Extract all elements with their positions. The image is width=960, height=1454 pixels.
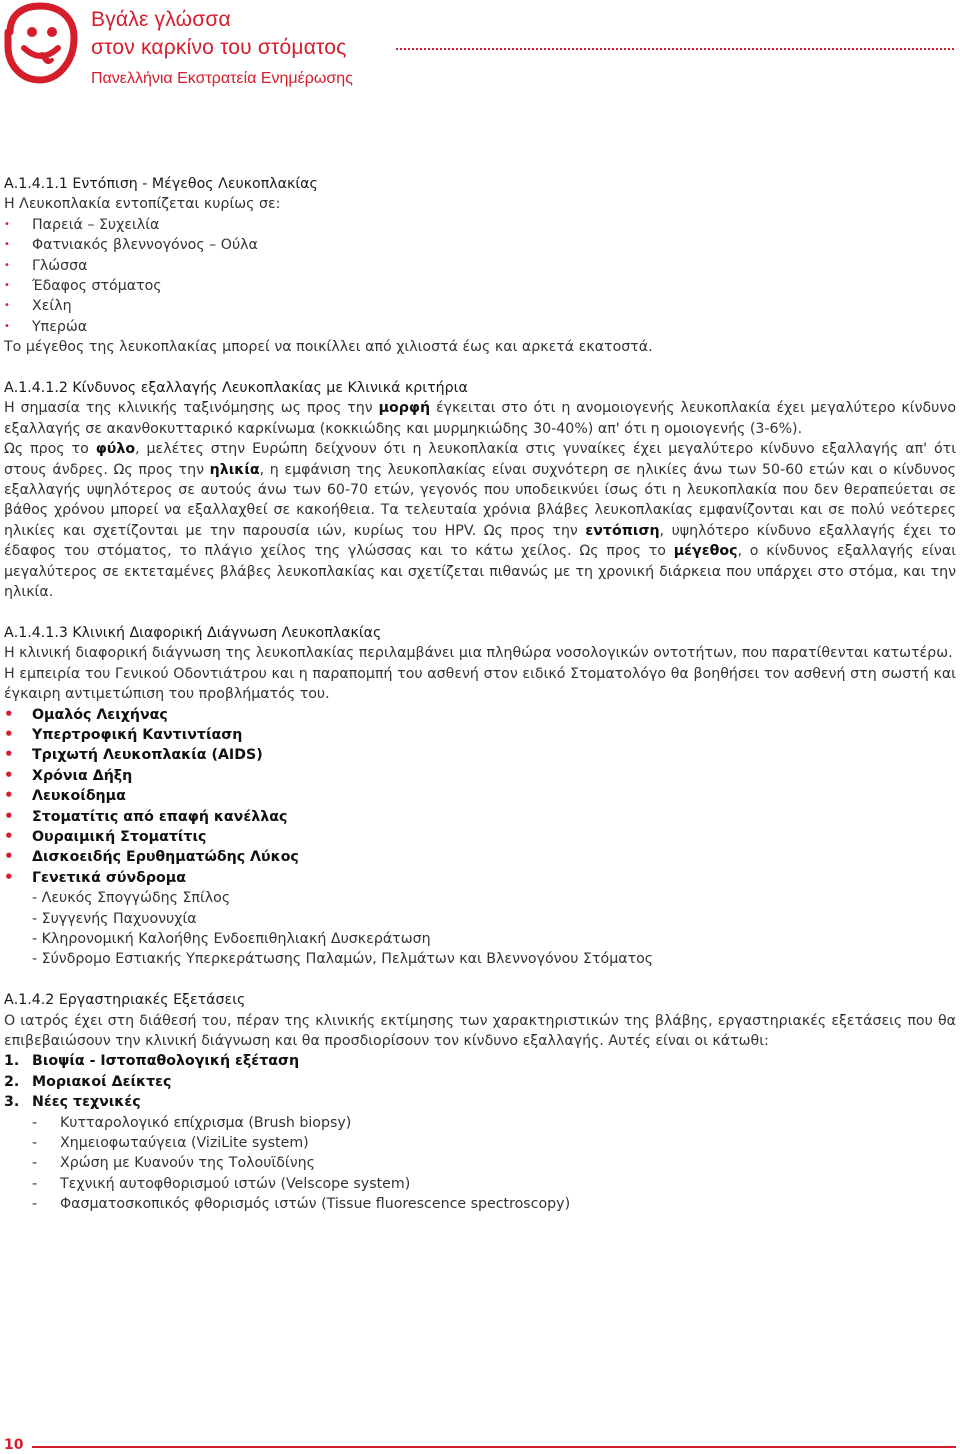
genetic-syndromes-list xyxy=(4,888,956,970)
campaign-title-line2: στον καρκίνο του στόματος xyxy=(91,36,347,59)
list-item: - Συγγενής Παχυονυχία xyxy=(32,910,197,927)
campaign-subtitle: Πανελλήνια Εκστρατεία Ενημέρωσης xyxy=(91,70,353,87)
list-item: • Στοματίτις από επαφή κανέλλας xyxy=(4,807,956,827)
list-item: - Σύνδρομο Εστιακής Υπερκεράτωσης Παλαμών, Πελμάτων και Βλεννογόνου Στόματος xyxy=(32,951,654,968)
list-item: 3. Νέες τεχνικές xyxy=(4,1094,141,1111)
lab-tests-numbered-list xyxy=(4,1051,956,1112)
section-heading-location-size: Α.1.4.1.1 Εντόπιση - Μέγεθος Λευκοπλακίας xyxy=(4,176,318,192)
list-item: - Χημειοφωταύγεια (ViziLite system) xyxy=(4,1133,956,1153)
page-content xyxy=(4,174,956,1215)
list-item: • Δισκοειδής Ερυθηματώδης Λύκος xyxy=(4,847,956,867)
list-item: 1. Βιοψία - Ιστοπαθολογική εξέταση xyxy=(4,1053,300,1070)
list-item: • Ουραιμική Στοματίτις xyxy=(4,827,956,847)
list-item: • Ομαλός Λειχήνας xyxy=(4,705,956,725)
risk-paragraph-factors: Ως προς το φύλο, μελέτες στην Ευρώπη δείχνουν ότι η λευκοπλακία στις γυναίκες έχει μεγαλύτερο κίνδυνο εξαλλαγής απ' ότι στους άνδρες. Ως προς την ηλικία, η εμφάνιση της λευκοπλακίας είναι συχνότερη σε ηλικίες άνω των 50-60 ετών και ο κίνδυνος εξαλλαγής υψηλότερος σε αυτούς άνω των 60-70 ετών, γεγονός που υποδεικνύει ίσως ότι η λευκοπλακία που δεν θεραπεύεται σε βάθος χρόνου μπορεί να εξαλλαχθεί σε κακοήθεια. Τα τελευταία χρόνια βλάβες λευκοπλακίας εμφανίζονται και σε πολύ νεότερες ηλικίες και σχετίζονται με την παρουσία ιών, κυρίως του HPV. Ως προς την εντόπιση, υψηλότερο κίνδυνο εξαλλαγής έχει το έδαφος του στόματος, το πλάγιο χείλος της γλώσσας και το κάτω χείλος. Ως προς το μέγεθος, ο κίνδυνος εξαλλαγής είναι μεγαλύτερος σε εκτεταμένες βλάβες λευκοπλακίας και σχετίζεται πιθανώς με τη χρονική διάρκεια που υπάρχει στο στόμα, και την ηλικία. xyxy=(4,441,956,601)
list-item: • Τριχωτή Λευκοπλακία (AIDS) xyxy=(4,745,956,765)
list-item: - Κυτταρολογικό επίχρισμα (Brush biopsy) xyxy=(4,1113,956,1133)
list-item: • Γενετικά σύνδρομα xyxy=(4,868,956,888)
list-item: • Χρόνια Δήξη xyxy=(4,766,956,786)
differential-paragraph-2: Η εμπειρία του Γενικού Οδοντιάτρου και η παραπομπή του ασθενή στον ειδικό Στοματολόγο θα βοηθήσει τον ασθενή στη σωστή και έγκαιρη αντιμετώπιση του προβλήματός του. xyxy=(4,665,956,703)
list-item: - Λευκός Σπογγώδης Σπίλος xyxy=(32,890,231,907)
page-header xyxy=(0,0,960,110)
differential-list xyxy=(4,705,956,889)
list-item: - Φασματοσκοπικός φθορισμός ιστών (Tissue fluorescence spectroscopy) xyxy=(4,1194,956,1214)
header-dotted-divider xyxy=(396,48,954,50)
risk-paragraph-form: Η σημασία της κλινικής ταξινόμησης ως προς την μορφή έγκειται στο ότι η ανομοιογενής λευκοπλακία έχει μεγαλύτερο κίνδυνο εξαλλαγής σε ακανθοκυτταρικό καρκίνωμα (κοκκιώδης και μυρμηκιώδης 30-40%) απ' ότι η ομοιογενής (3-6%). xyxy=(4,400,957,437)
smiling-face-logo-icon xyxy=(2,2,80,84)
lab-tests-paragraph: Ο ιατρός έχει στη διάθεσή του, πέραν της κλινικής εκτίμησης των χαρακτηριστικών της βλάβης, εργαστηριακές εξετάσεις που θα επιβεβαιώσουν την κλινική διάγνωση και θα προσδιορίσουν τον κίνδυνο εξαλλαγής. Αυτές είναι οι κάτωθι: xyxy=(4,1012,956,1050)
list-item: • Λευκοίδημα xyxy=(4,786,956,806)
section-heading-lab-tests: Α.1.4.2 Εργαστηριακές Εξετάσεις xyxy=(4,992,246,1009)
list-item: • Γλώσσα xyxy=(4,256,956,276)
section-heading-differential: Α.1.4.1.3 Κλινική Διαφορική Διάγνωση Λευκοπλακίας xyxy=(4,624,382,641)
section-heading-risk: Α.1.4.1.2 Κίνδυνος εξαλλαγής Λευκοπλακίας με Κλινικά κριτήρια xyxy=(4,380,468,397)
list-item: • Παρειά – Συχειλία xyxy=(4,215,956,235)
list-item: • Υπερώα xyxy=(4,317,956,337)
list-item: • Έδαφος στόματος xyxy=(4,276,956,296)
location-list xyxy=(4,215,956,337)
campaign-title-line1: Βγάλε γλώσσα xyxy=(91,8,231,31)
list-item: • Υπερτροφική Καντιντίαση xyxy=(4,725,956,745)
size-paragraph: Το μέγεθος της λευκοπλακίας μπορεί να ποικίλλει από χιλιοστά έως και αρκετά εκατοστά. xyxy=(4,339,653,356)
new-techniques-list xyxy=(4,1113,956,1215)
list-item: - Χρώση με Κυανούν της Τολουϊδίνης xyxy=(4,1153,956,1173)
list-item: - Τεχνική αυτοφθορισμού ιστών (Velscope system) xyxy=(4,1174,956,1194)
list-item: • Φατνιακός βλεννογόνος – Ούλα xyxy=(4,235,956,255)
page-footer xyxy=(0,1432,960,1454)
list-item: 2. Μοριακοί Δείκτες xyxy=(4,1073,172,1090)
footer-rule xyxy=(32,1446,956,1448)
page-number: 10 xyxy=(4,1437,24,1453)
location-intro: Η Λευκοπλακία εντοπίζεται κυρίως σε: xyxy=(4,196,281,213)
campaign-title xyxy=(91,6,353,88)
differential-paragraph-1: Η κλινική διαφορική διάγνωση της λευκοπλακίας περιλαμβάνει μια πληθώρα νοσολογικών οντοτήτων, που παρατίθενται κατωτέρω. xyxy=(4,645,953,662)
list-item: • Χείλη xyxy=(4,296,956,316)
list-item: - Κληρονομική Καλοήθης Ενδοεπιθηλιακή Δυσκεράτωση xyxy=(32,931,431,947)
